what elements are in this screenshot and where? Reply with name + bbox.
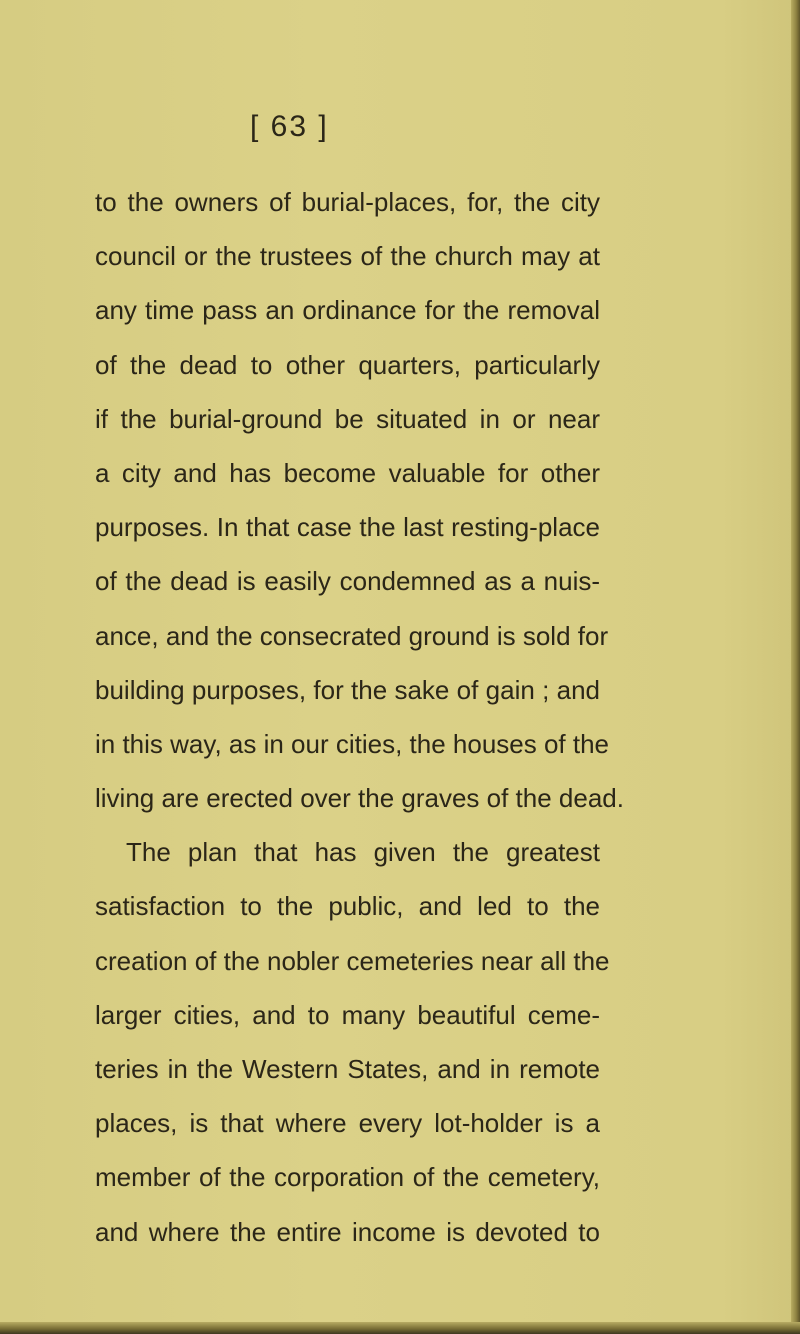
text-line: ance, and the consecrated ground is sold for — [95, 620, 609, 651]
text-line: places, is that where every lot-holder is a — [95, 1108, 600, 1139]
page-bottom-edge — [0, 1322, 800, 1334]
page-number: [ 63 ] — [250, 110, 329, 143]
text-line: any time pass an ordinance for the removal — [95, 295, 600, 326]
text-line: of the dead to other quarters, particularly — [95, 349, 600, 380]
text-line: building purposes, for the sake of gain ; and — [95, 674, 600, 705]
text-line: larger cities, and to many beautiful ceme- — [95, 999, 600, 1030]
text-line: member of the corporation of the cemetery, — [95, 1162, 600, 1193]
text-line: teries in the Western States, and in remote — [95, 1054, 600, 1084]
text-line: living are erected over the graves of the dead. — [95, 783, 624, 814]
text-line: creation of the nobler cemeteries near all the — [95, 945, 610, 976]
text-line: satisfaction to the public, and led to the — [95, 891, 600, 922]
text-line: to the owners of burial-places, for, the city — [95, 187, 600, 217]
paragraph-start-line: The plan that has given the greatest — [126, 837, 600, 868]
text-line: council or the trustees of the church may at — [95, 241, 600, 272]
text-line: in this way, as in our cities, the houses of the — [95, 728, 610, 759]
text-line: a city and has become valuable for other — [95, 457, 600, 488]
text-line: purposes. In that case the last resting-place — [95, 512, 600, 543]
text-line: and where the entire income is devoted to — [95, 1216, 600, 1247]
text-line: if the burial-ground be situated in or near — [95, 403, 600, 434]
page-edge-shadow — [791, 0, 800, 1334]
body-text — [95, 175, 624, 1259]
text-line: of the dead is easily condemned as a nuis- — [95, 566, 600, 597]
